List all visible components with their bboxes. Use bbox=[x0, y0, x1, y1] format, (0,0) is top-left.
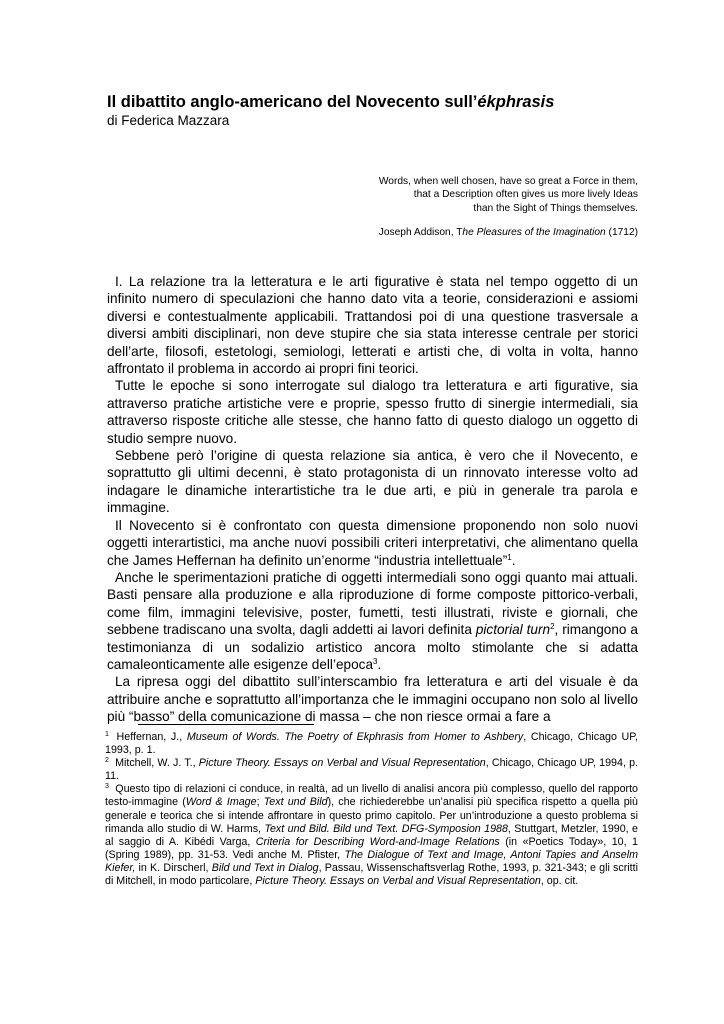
epigraph bbox=[238, 175, 638, 239]
footnote-text: (in «Poetics Today», 10, 1 (Spring 1989), pp. 31-53. Vedi anche M. Pfister, bbox=[105, 835, 638, 861]
page-title bbox=[107, 93, 647, 112]
footnote bbox=[105, 783, 638, 888]
paragraph bbox=[107, 673, 638, 725]
title-main: Il dibattito anglo-americano del Novecento sull’ bbox=[107, 93, 478, 111]
title-italic: ékphrasis bbox=[477, 93, 555, 111]
paragraph bbox=[107, 273, 638, 377]
footnote-text: , Stuttgart, Metzler, 1990, e al saggio di A. Kibédi Varga, bbox=[105, 822, 638, 848]
footnote-text: , Chicago, Chicago UP, 1993, p. 1. bbox=[105, 731, 638, 757]
attribution-work: he Pleasures of the Imagination bbox=[462, 226, 606, 238]
footnote-title: Museum of Words. The Poetry of Ekphrasis from Homer to Ashbery bbox=[186, 731, 524, 743]
body-text bbox=[107, 273, 638, 726]
paragraph-text: . bbox=[377, 656, 382, 672]
paragraph bbox=[107, 517, 638, 569]
footnote-text: ), che richiederebbe un’analisi più specifica rispetto a quella più generale e teorica che si intende affrontare in questo primo capitolo. Per un’introduzione a questo problema si rimanda allo studio di W. Harms, bbox=[105, 796, 638, 835]
author-byline: di Federica Mazzara bbox=[107, 113, 230, 128]
footnote-number: 3 bbox=[105, 783, 109, 791]
paragraph-text: , rimangono a testimonianza di un sodalizio artistico ancora molto stimolante che si adatta camaleonticamente alle esigenze dell’epoca bbox=[107, 622, 638, 672]
footnote-ref[interactable]: 3 bbox=[373, 656, 378, 666]
paragraph bbox=[107, 447, 638, 517]
footnote-ref[interactable]: 1 bbox=[507, 552, 512, 562]
footnote-title: Picture Theory. Essays on Verbal and Visual Representation bbox=[255, 875, 541, 888]
footnote-text: , Passau, Wissenschaftsverlag Rothe, 1993, p. 321-343; e gli scritti di Mitchell, in modo particolare, bbox=[105, 861, 638, 888]
footnote-text: , Chicago, Chicago UP, 1994, p. 11. bbox=[105, 757, 638, 783]
paragraph-text: Sebbene però l’origine di questa relazione sia antica, è vero che il Novecento, e soprattutto gli ultimi decenni, è stato protagonista di un rinnovato interesse volto ad indagare le dinamiche interartistiche tra le due arti, e più in generale tra parola e immagine. bbox=[107, 448, 638, 516]
footnote-text: ; bbox=[256, 796, 264, 809]
footnote-number: 1 bbox=[105, 731, 109, 738]
footnote bbox=[105, 731, 638, 757]
footnote-text: Mitchell, W. J. T., bbox=[111, 757, 199, 770]
epigraph-attribution bbox=[238, 226, 638, 239]
epigraph-line: than the Sight of Things themselves. bbox=[473, 202, 638, 214]
footnote bbox=[105, 757, 638, 783]
paragraph bbox=[107, 569, 638, 673]
paragraph-text: I. La relazione tra la letteratura e le arti figurative è stata nel tempo oggetto di un infinito numero di speculazioni che hanno dato vita a teorie, considerazioni e assiomi diversi e contestualmente applicabili. Trattandosi poi di una questione trasversale a diversi ambiti disciplinari, non deve stupire che sia stata interesse centrale per storici dell’arte, filosofi, estetologi, semiologi, letterati e artisti che, di volta in volta, hanno affrontato il problema in accordo ai propri fini teorici. bbox=[107, 274, 638, 377]
paragraph-text: La ripresa oggi del dibattito sull’interscambio fra letteratura e arti del visuale è da attribuire anche e soprattutto all’importanza che le immagini occupano non solo al livello più “basso” della comunicazione di massa – che non riesce ormai a fare a bbox=[107, 674, 638, 725]
footnote-text: Heffernan, J., bbox=[111, 731, 187, 743]
footnote-title: Word & Image bbox=[185, 796, 257, 809]
footnote-title: Text und Bild bbox=[263, 796, 328, 809]
paragraph-text: . bbox=[511, 552, 516, 568]
footnote-text: in K. Dirscherl, bbox=[135, 861, 212, 874]
paragraph-text: Il Novecento si è confrontato con questa dimensione proponendo non solo nuovi oggetti interartistici, ma anche nuovi possibili criteri interpretativi, che alimentano quella che James Heffernan ha definito un’enorme “industria intellettuale” bbox=[107, 517, 638, 568]
footnote-text: Questo tipo di relazioni ci conduce, in realtà, ad un livello di analisi ancora più complesso, quello del rapporto testo-immagine ( bbox=[105, 783, 638, 809]
footnote-title: The Dialogue of Text and Image, Antoni Tapies and Anselm Kiefer, bbox=[105, 848, 638, 874]
paragraph-text: Tutte le epoche si sono interrogate sul dialogo tra letteratura e arti figurative, sia attraverso pratiche artistiche vere e proprie, spesso frutto di sinergie intermediali, sia attraverso risposte critiche alle stesse, che hanno fatto di questo dialogo un oggetto di studio sempre nuovo. bbox=[107, 378, 638, 446]
italic-term: pictorial turn bbox=[475, 622, 551, 638]
footnote-number: 2 bbox=[105, 757, 109, 765]
attribution-author: Joseph Addison, T bbox=[378, 226, 463, 238]
paragraph bbox=[107, 377, 638, 447]
footnote-title: Bild und Text in Dialog bbox=[211, 861, 319, 874]
attribution-year: (1712) bbox=[605, 226, 638, 238]
footnote-title: Text und Bild. Bild und Text. DFG-Symposion 1988 bbox=[264, 822, 508, 835]
paragraph-text: Anche le sperimentazioni pratiche di oggetti intermediali sono oggi quanto mai attuali. Basti pensare alla produzione e alla riproduzione di forme composte pittorico-verbali, come film, immagini televisive, poster, fumetti, testi illustrati, riviste e giornali, che sebbene tradiscano una svolta, dagli addetti ai lavori definita bbox=[107, 569, 638, 638]
footnote-title: Criteria for Describing Word-and-Image Relations bbox=[255, 835, 500, 848]
footnote-text: , op. cit. bbox=[540, 875, 579, 888]
footnote-ref[interactable]: 2 bbox=[550, 622, 555, 632]
epigraph-line: that a Description often gives us more lively Ideas bbox=[413, 189, 638, 201]
footnote-title: Picture Theory. Essays on Verbal and Visual Representation bbox=[198, 757, 486, 770]
epigraph-line: Words, when well chosen, have so great a Force in them, bbox=[378, 176, 638, 187]
footnotes bbox=[105, 731, 638, 888]
footnote-divider bbox=[138, 724, 314, 725]
